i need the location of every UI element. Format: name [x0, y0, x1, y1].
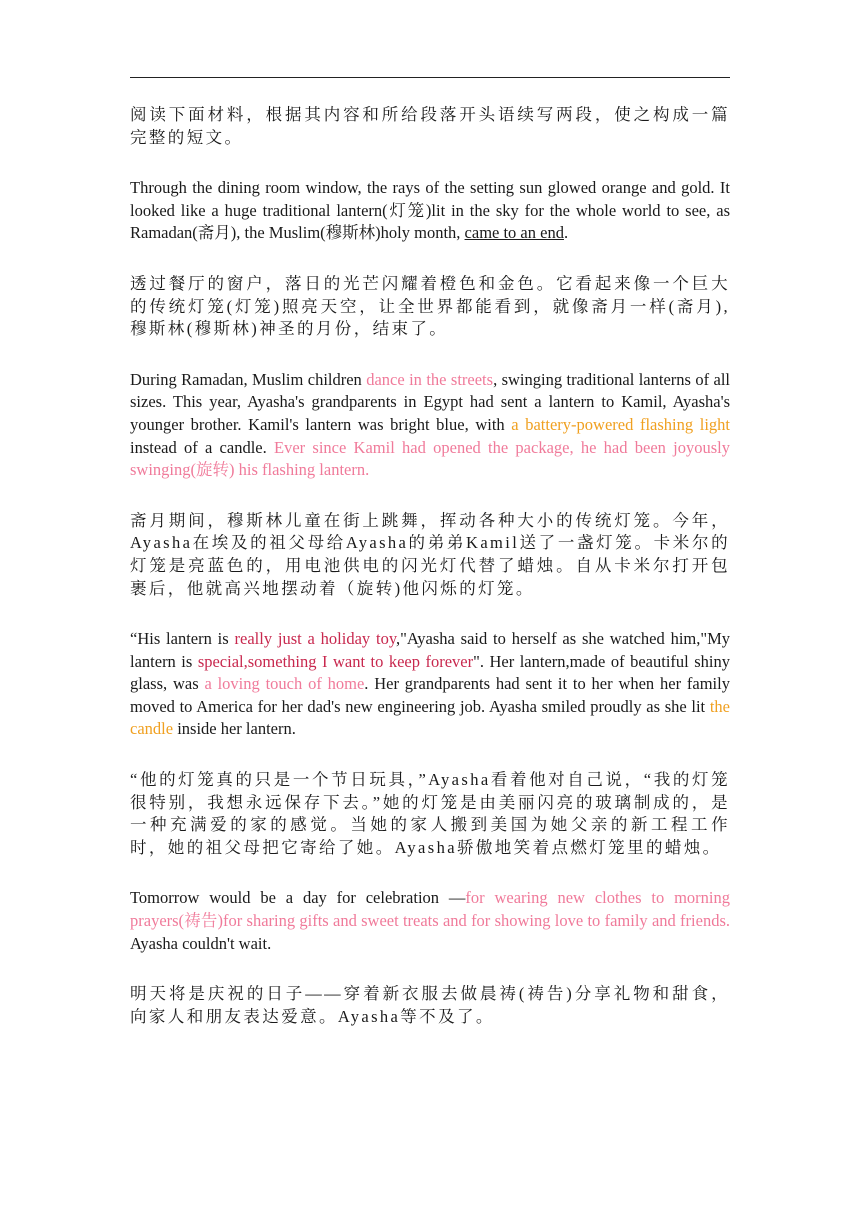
highlight-holiday-toy: really just a holiday toy — [234, 629, 397, 649]
highlight-battery-light: a battery-powered flashing light — [511, 414, 730, 434]
paragraph-3-text-d: . Her grandparents had sent it to her when her family moved to America for her dad's new engineering job. Ayasha smiled proudly as she lit — [130, 674, 730, 716]
paragraph-3-chinese: “他的灯笼真的只是一个节日玩具，”Ayasha看着他对自己说，“我的灯笼很特别，我想永远保存下去。”她的灯笼是由美丽闪亮的玻璃制成的，是一种充满爱的家的感觉。当她的家人搬到美国为她父亲的新工程工作时，她的祖父母把它寄给了她。Ayasha骄傲地笑着点燃灯笼里的蜡烛。 — [130, 770, 730, 857]
underlined-phrase: came to an end — [464, 223, 564, 243]
paragraph-2-text-a: During Ramadan, Muslim children — [130, 369, 367, 389]
paragraph-4-text-a: Tomorrow would be a day for celebration — — [130, 888, 466, 908]
paragraph-3-text-a: “His lantern is — [130, 629, 235, 649]
paragraph-1-chinese: 透过餐厅的窗户，落日的光芒闪耀着橙色和金色。它看起来像一个巨大的传统灯笼(灯笼)照亮天空，让全世界都能看到，就像斋月一样(斋月), 穆斯林(穆斯林)神圣的月份，结束了。 — [130, 273, 730, 339]
paragraph-1-english — [130, 177, 730, 245]
paragraph-4-english — [130, 887, 730, 955]
paragraph-1-text-a: Through the dining room window, the rays of the setting sun glowed orange and gold. It looked like a huge traditional lantern(灯笼)lit in the sky for the whole world to see, as Ramadan(斋月), the Muslim(穆斯林)holy month, — [130, 178, 730, 243]
paragraph-3-text-b: ,"Ayasha said to herself as she watched him,"My lantern is — [130, 629, 731, 671]
paragraph-2-text-c: instead of a candle. — [130, 437, 274, 457]
paragraph-3-text-c: ". Her lantern,made of beautiful shiny glass, was — [130, 651, 730, 694]
highlight-special-forever: special,something I want to keep forever — [197, 651, 474, 671]
paragraph-1-text-b: . — [563, 223, 569, 243]
instruction-text: 阅读下面材料，根据其内容和所给段落开头语续写两段，使之构成一篇完整的短文。 — [130, 105, 730, 147]
highlight-celebration-activities: for wearing new clothes to morning prayers(祷告)for sharing gifts and sweet treats and for showing love to family and friends. — [130, 888, 731, 931]
highlight-dance-in-streets: dance in the streets — [366, 369, 494, 389]
paragraph-2-english — [130, 369, 730, 482]
header-rule — [130, 77, 730, 78]
paragraph-3-text-e: inside her lantern. — [173, 719, 296, 739]
document-body — [130, 104, 730, 1028]
highlight-touch-of-home: a loving touch of home — [204, 674, 365, 694]
highlight-ever-since: Ever since Kamil had opened the package, he had been joyously swinging(旋转) his flashing lantern. — [130, 437, 730, 480]
paragraph-2-text-b: , swinging traditional lanterns of all sizes. This year, Ayasha's grandparents in Egypt had sent a lantern to Kamil, Ayasha's younger brother. Kamil's lantern was bright blue, with — [130, 369, 730, 434]
paragraph-3-english — [130, 628, 730, 741]
paragraph-2-chinese: 斋月期间，穆斯林儿童在街上跳舞，挥动各种大小的传统灯笼。今年，Ayasha在埃及的祖父母给Ayasha的弟弟Kamil送了一盏灯笼。卡米尔的灯笼是亮蓝色的，用电池供电的闪光灯代替了蜡烛。自从卡米尔打开包裹后，他就高兴地摆动着（旋转)他闪烁的灯笼。 — [130, 510, 730, 598]
paragraph-4-chinese: 明天将是庆祝的日子——穿着新衣服去做晨祷(祷告)分享礼物和甜食，向家人和朋友表达爱意。Ayasha等不及了。 — [130, 984, 730, 1026]
paragraph-4-text-b: Ayasha couldn't wait. — [130, 933, 272, 953]
highlight-the-candle: the candle — [130, 696, 730, 739]
